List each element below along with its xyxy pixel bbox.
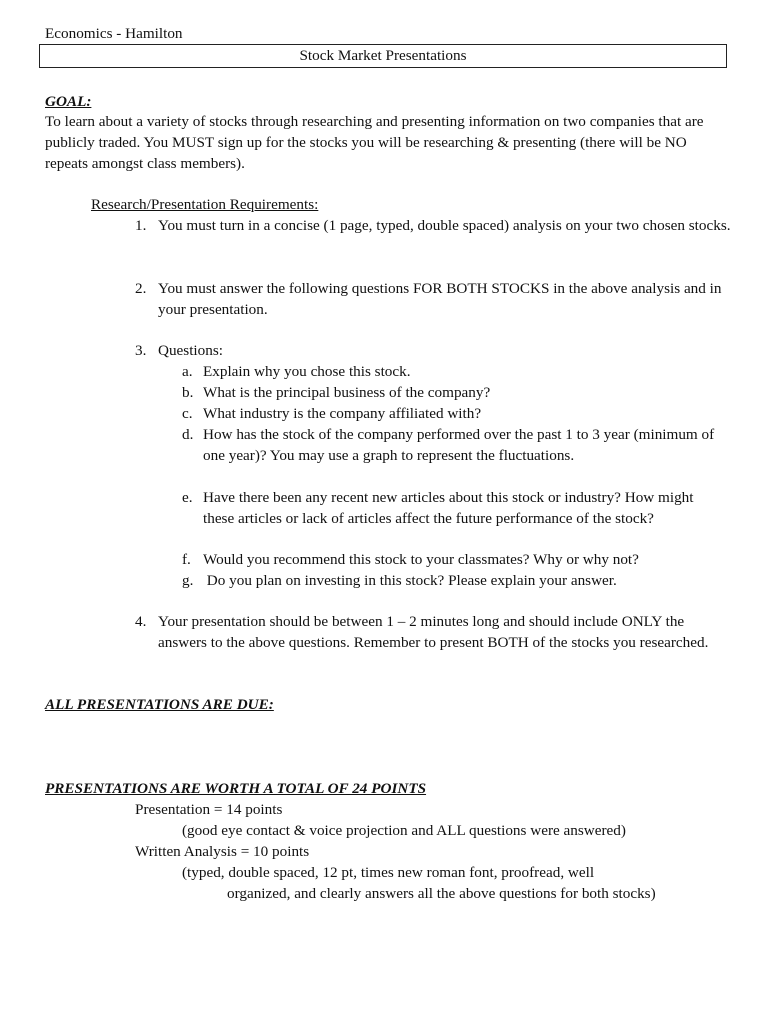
requirement-number: 2. — [135, 280, 147, 297]
course-header: Economics - Hamilton — [45, 25, 183, 42]
written-analysis-points: Written Analysis = 10 points — [135, 843, 310, 860]
written-analysis-criteria: (typed, double spaced, 12 pt, times new roman font, proofread, well — [182, 864, 595, 881]
document-title: Stock Market Presentations — [39, 44, 727, 68]
question-letter: b. — [182, 384, 194, 401]
presentation-points: Presentation = 14 points — [135, 801, 283, 818]
question-text: What industry is the company affiliated with? — [203, 405, 482, 422]
goal-text: To learn about a variety of stocks through researching and presenting information on two companies that are publicly traded. You MUST sign up for the stocks you will be researching & presenting (there will be NO repeats amongst class members). — [45, 113, 704, 172]
question-text: Explain why you chose this stock. — [203, 363, 411, 380]
question-text: What is the principal business of the company? — [203, 384, 491, 401]
question-letter: a. — [182, 363, 193, 380]
question-text: Do you plan on investing in this stock? Please explain your answer. — [203, 572, 617, 589]
points-heading: PRESENTATIONS ARE WORTH A TOTAL OF 24 POINTS — [45, 780, 427, 797]
question-letter: e. — [182, 489, 193, 506]
requirement-text: Questions: — [158, 342, 223, 359]
due-date-label: ALL PRESENTATIONS ARE DUE: — [45, 696, 274, 713]
question-letter: g. — [182, 572, 194, 589]
requirement-text: You must answer the following questions FOR BOTH STOCKS in the above analysis and in your presentation. — [158, 280, 722, 318]
requirement-number: 3. — [135, 342, 147, 359]
question-text: Would you recommend this stock to your classmates? Why or why not? — [203, 551, 639, 568]
question-text: How has the stock of the company performed over the past 1 to 3 year (minimum of one year)? You may use a graph to represent the fluctuations. — [203, 426, 715, 464]
requirement-text: Your presentation should be between 1 – 2 minutes long and should include ONLY the answers to the above questions. Remember to present BOTH of the stocks you researched. — [158, 613, 709, 651]
question-letter: d. — [182, 426, 194, 443]
question-text: Have there been any recent new articles about this stock or industry? How might these articles or lack of articles affect the future performance of the stock? — [203, 489, 694, 527]
requirement-number: 4. — [135, 613, 147, 630]
question-letter: f. — [182, 551, 191, 568]
question-letter: c. — [182, 405, 193, 422]
requirement-number: 1. — [135, 217, 147, 234]
goal-label: GOAL: — [45, 93, 92, 110]
requirement-text: You must turn in a concise (1 page, typed, double spaced) analysis on your two chosen stocks. — [158, 217, 731, 234]
written-analysis-criteria-cont: organized, and clearly answers all the above questions for both stocks) — [227, 885, 656, 902]
presentation-criteria: (good eye contact & voice projection and ALL questions were answered) — [182, 822, 626, 839]
requirements-heading: Research/Presentation Requirements: — [91, 196, 319, 213]
